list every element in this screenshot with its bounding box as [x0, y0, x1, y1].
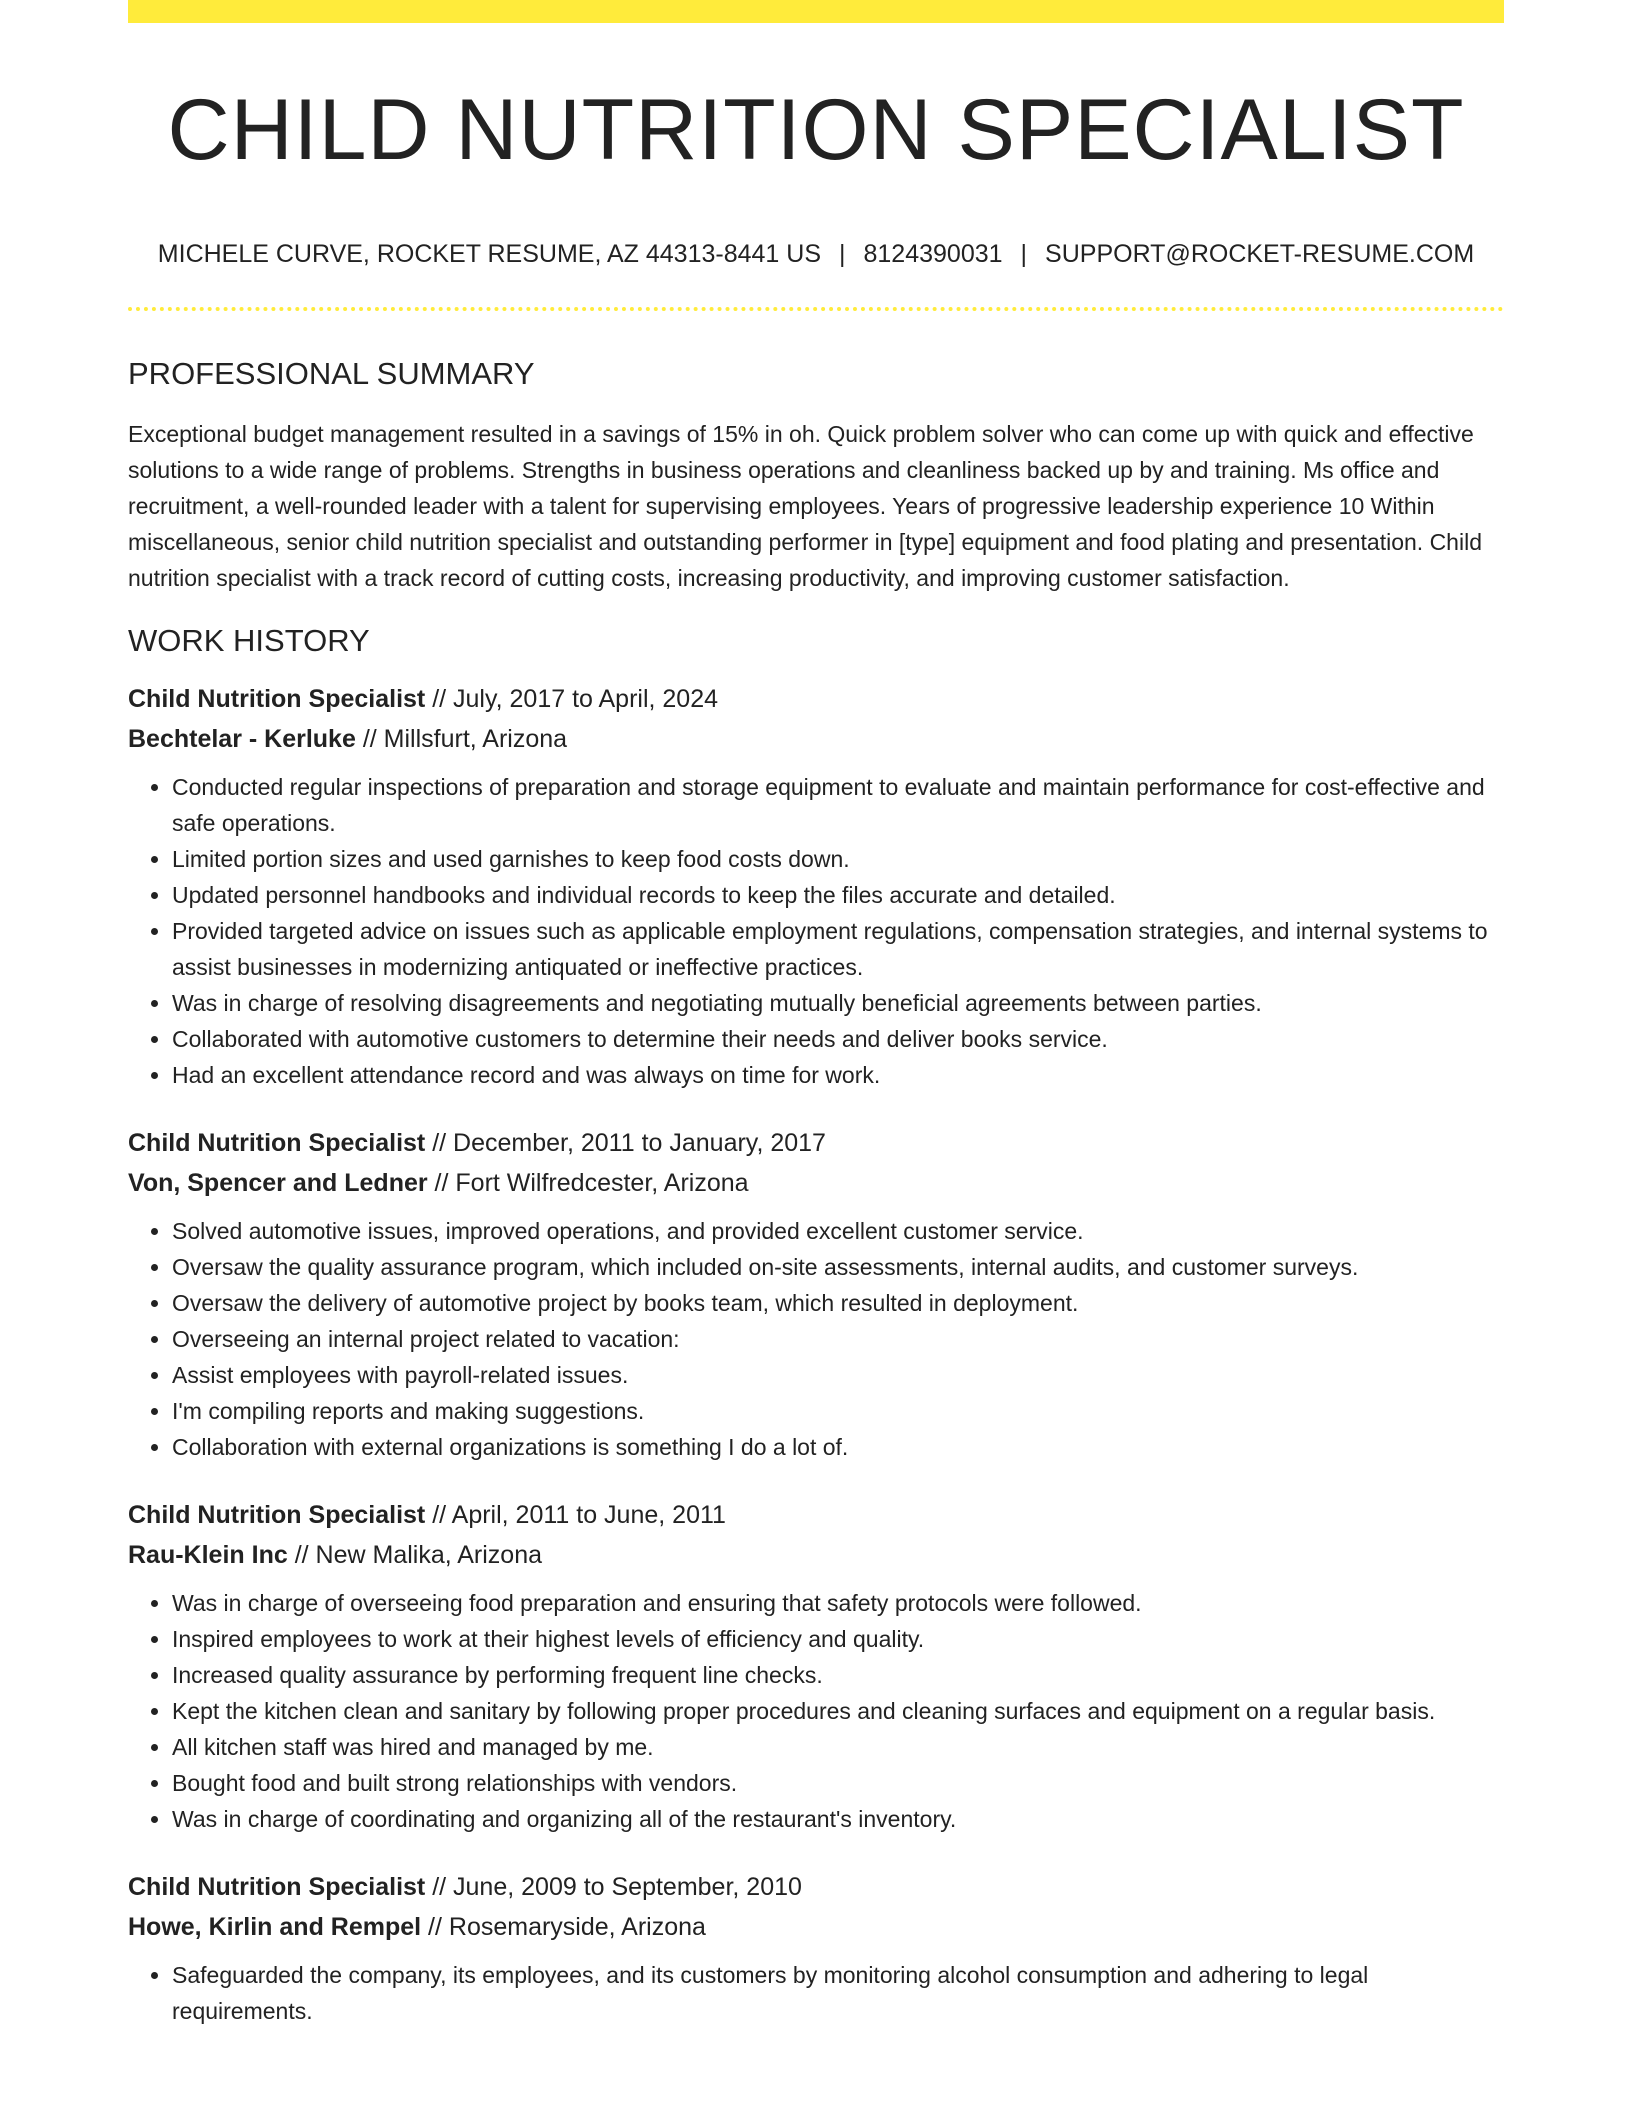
job-dates: // July, 2017 to April, 2024: [425, 684, 719, 713]
job-company: Howe, Kirlin and Rempel: [128, 1912, 422, 1941]
resume-page: [128, 0, 1504, 2029]
job-bullet: • Bought food and built strong relationships with vendors.: [172, 1765, 1504, 1801]
job-entry: [128, 1123, 1504, 1465]
accent-bar: [128, 0, 1504, 23]
job-company-line: [128, 719, 1504, 759]
job-bullet: • All kitchen staff was hired and managed by me.: [172, 1729, 1504, 1765]
job-bullets: [128, 769, 1504, 1093]
job-bullet: • Limited portion sizes and used garnishes to keep food costs down.: [172, 841, 1504, 877]
job-bullet: • Safeguarded the company, its employees, and its customers by monitoring alcohol consumption and adhering to legal requirements.: [172, 1957, 1504, 2029]
job-entry: [128, 1495, 1504, 1837]
job-dates: // June, 2009 to September, 2010: [425, 1872, 802, 1901]
job-dates: // April, 2011 to June, 2011: [425, 1500, 726, 1529]
job-bullet: • Overseeing an internal project related to vacation:: [172, 1321, 1504, 1357]
job-title-line: [128, 1495, 1504, 1535]
work-history-heading: WORK HISTORY: [128, 622, 370, 658]
job-bullet: • Was in charge of coordinating and organizing all of the restaurant's inventory.: [172, 1801, 1504, 1837]
job-company-line: [128, 1163, 1504, 1203]
job-bullet: • Oversaw the delivery of automotive project by books team, which resulted in deployment.: [172, 1285, 1504, 1321]
job-title: Child Nutrition Specialist: [128, 1872, 426, 1901]
contact-address: MICHELE CURVE, ROCKET RESUME, AZ 44313-8441 US: [157, 239, 821, 268]
job-location: // New Malika, Arizona: [287, 1540, 543, 1569]
job-title-line: [128, 1123, 1504, 1163]
job-bullet: • Inspired employees to work at their highest levels of efficiency and quality.: [172, 1621, 1504, 1657]
job-company: Bechtelar - Kerluke: [128, 724, 356, 753]
job-bullet: • Was in charge of overseeing food preparation and ensuring that safety protocols were followed.: [172, 1585, 1504, 1621]
job-bullets: [128, 1585, 1504, 1837]
job-bullet: • Solved automotive issues, improved operations, and provided excellent customer service.: [172, 1213, 1504, 1249]
contact-email: SUPPORT@ROCKET-RESUME.COM: [1045, 239, 1475, 268]
job-title-line: [128, 679, 1504, 719]
job-location: // Rosemaryside, Arizona: [421, 1912, 706, 1941]
job-bullet: • Oversaw the quality assurance program, which included on-site assessments, internal audits, and customer surveys.: [172, 1249, 1504, 1285]
job-location: // Millsfurt, Arizona: [355, 724, 568, 753]
job-entry: [128, 1867, 1504, 2029]
job-bullet: • Provided targeted advice on issues such as applicable employment regulations, compensation strategies, and internal systems to assist businesses in modernizing antiquated or ineffective practices.: [172, 913, 1504, 985]
job-bullet: • Kept the kitchen clean and sanitary by following proper procedures and cleaning surfaces and equipment on a regular basis.: [172, 1693, 1504, 1729]
contact-separator: |: [839, 239, 846, 268]
work-history-list: [128, 679, 1504, 2029]
resume-title: CHILD NUTRITION SPECIALIST: [167, 82, 1465, 178]
job-bullet: • Was in charge of resolving disagreements and negotiating mutually beneficial agreements between parties.: [172, 985, 1504, 1021]
summary-text: Exceptional budget management resulted in a savings of 15% in oh. Quick problem solver who can come up with quick and effective solutions to a wide range of problems. Strengths in business operations and cleanliness backed up by and training. Ms office and recruitment, a well-rounded leader with a talent for supervising employees. Years of progressive leadership experience 10 Within miscellaneous, senior child nutrition specialist and outstanding performer in [type] equipment and food plating and presentation. Child nutrition specialist with a track record of cutting costs, increasing productivity, and improving customer satisfaction.: [128, 420, 1482, 591]
job-company-line: [128, 1535, 1504, 1575]
job-company: Von, Spencer and Ledner: [128, 1168, 428, 1197]
contact-line: [128, 240, 1504, 269]
job-bullet: • Collaboration with external organizations is something I do a lot of.: [172, 1429, 1504, 1465]
job-title-line: [128, 1867, 1504, 1907]
job-title: Child Nutrition Specialist: [128, 684, 426, 713]
job-bullets: [128, 1957, 1504, 2029]
dotted-divider: [128, 307, 1504, 311]
job-bullet: • Had an excellent attendance record and was always on time for work.: [172, 1057, 1504, 1093]
job-title: Child Nutrition Specialist: [128, 1128, 426, 1157]
job-bullets: [128, 1213, 1504, 1465]
job-bullet: • Collaborated with automotive customers to determine their needs and deliver books service.: [172, 1021, 1504, 1057]
contact-phone: 8124390031: [863, 239, 1003, 268]
job-entry: [128, 679, 1504, 1093]
job-company: Rau-Klein Inc: [128, 1540, 288, 1569]
job-bullet: • Increased quality assurance by performing frequent line checks.: [172, 1657, 1504, 1693]
job-title: Child Nutrition Specialist: [128, 1500, 426, 1529]
job-bullet: • Conducted regular inspections of preparation and storage equipment to evaluate and maintain performance for cost-effective and safe operations.: [172, 769, 1504, 841]
job-bullet: • Updated personnel handbooks and individual records to keep the files accurate and detailed.: [172, 877, 1504, 913]
job-bullet: • I'm compiling reports and making suggestions.: [172, 1393, 1504, 1429]
job-bullet: • Assist employees with payroll-related issues.: [172, 1357, 1504, 1393]
contact-separator: |: [1020, 239, 1028, 268]
job-company-line: [128, 1907, 1504, 1947]
job-location: // Fort Wilfredcester, Arizona: [427, 1168, 749, 1197]
job-dates: // December, 2011 to January, 2017: [425, 1128, 826, 1157]
summary-heading: PROFESSIONAL SUMMARY: [128, 355, 535, 391]
